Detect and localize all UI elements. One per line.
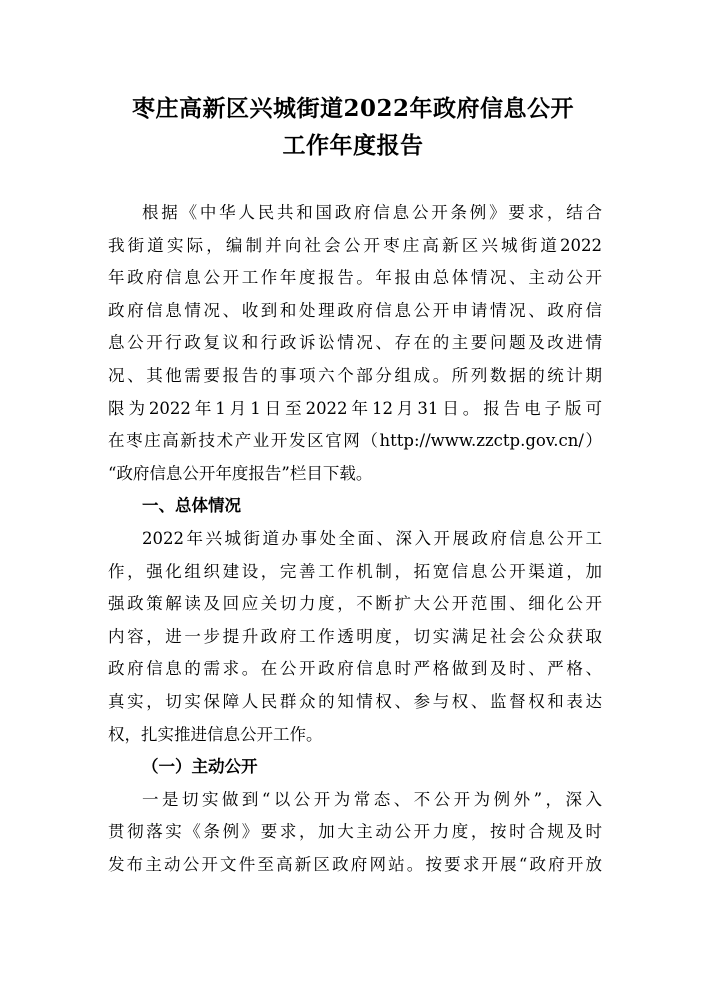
document-title: [60, 90, 646, 164]
document-body: [108, 197, 602, 881]
section-1-line: 真实，切实保障人民群众的知情权、参与权、监督权和表达: [108, 691, 602, 711]
intro-line: 况、其他需要报告的事项六个部分组成。所列数据的统计期: [108, 365, 602, 385]
section-1-line: 强政策解读及回应关切力度，不断扩大公开范围、细化公开: [108, 594, 602, 614]
intro-line: 限为2022年1月1日至2022年12月31日。报告电子版可: [108, 398, 602, 418]
intro-line: 根据《中华人民共和国政府信息公开条例》要求，结合: [142, 203, 602, 222]
subsection-1-line: 一是切实做到“以公开为常态、不公开为例外”，深入: [142, 789, 602, 809]
title-line-1: 枣庄高新区兴城街道2022年政府信息公开: [131, 95, 574, 122]
intro-line: 我街道实际，编制并向社会公开枣庄高新区兴城街道2022: [108, 235, 602, 255]
intro-line: 年政府信息公开工作年度报告。年报由总体情况、主动公开: [108, 268, 602, 288]
section-1-line: 权，扎实推进信息公开工作。: [108, 724, 323, 744]
intro-line: “政府信息公开年度报告”栏目下载。: [108, 463, 373, 483]
section-1-heading: 一、总体情况: [142, 496, 241, 516]
subsection-1-line: 发布主动公开文件至高新区政府网站。按要求开展“政府开放: [108, 854, 602, 874]
subsection-1-line: 贯彻落实《条例》要求，加大主动公开力度，按时合规及时: [108, 822, 602, 842]
intro-line: 在枣庄高新技术产业开发区官网（http://www.zzctp.gov.cn/）: [108, 431, 602, 451]
intro-line: 政府信息情况、收到和处理政府信息公开申请情况、政府信: [108, 300, 602, 320]
subsection-1-heading: （一）主动公开: [142, 757, 258, 777]
section-1-line: 政府信息的需求。在公开政府信息时严格做到及时、严格、: [108, 659, 602, 679]
intro-line: 息公开行政复议和行政诉讼情况、存在的主要问题及改进情: [108, 333, 602, 353]
title-line-2: 工作年度报告: [282, 132, 424, 159]
section-1-line: 作，强化组织建设，完善工作机制，拓宽信息公开渠道，加: [108, 561, 602, 581]
section-1-line: 2022年兴城街道办事处全面、深入开展政府信息公开工: [142, 528, 602, 548]
section-1-line: 内容，进一步提升政府工作透明度，切实满足社会公众获取: [108, 626, 602, 646]
